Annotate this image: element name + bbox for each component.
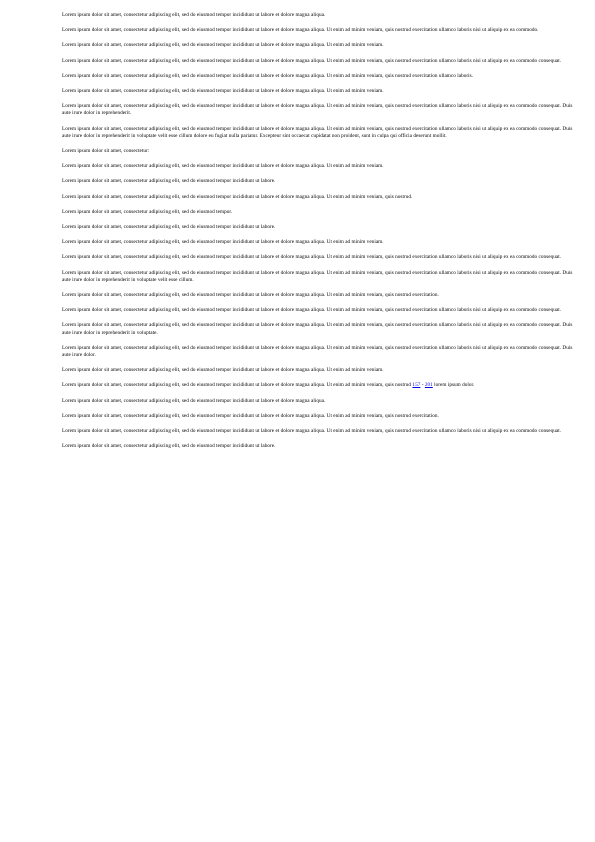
paragraph: Lorem ipsum dolor sit amet, consectetur adipiscing elit, sed do eiusmod tempor incididunt ut labore.: [62, 443, 276, 450]
paragraph-with-links: [62, 382, 573, 389]
paragraph: Lorem ipsum dolor sit amet, consectetur adipiscing elit, sed do eiusmod tempor incididunt ut labore et dolore magna aliqua. Ut enim ad minim veniam, quis nostrud exercitation ullamco laboris nisi ut aliquip ex ea commodo consequat.: [62, 254, 562, 261]
paragraph: Lorem ipsum dolor sit amet, consectetur adipiscing elit, sed do eiusmod tempor incididunt ut labore et dolore magna aliqua. Ut enim ad minim veniam.: [62, 88, 384, 95]
range-separator: -: [420, 382, 425, 389]
paragraph: Lorem ipsum dolor sit amet, consectetur adipiscing elit, sed do eiusmod tempor incididunt ut labore et dolore magna aliqua. Ut enim ad minim veniam, quis nostrud exercitation ullamco laboris.: [62, 72, 474, 79]
paragraph: Lorem ipsum dolor sit amet, consectetur adipiscing elit, sed do eiusmod tempor incididunt ut labore.: [62, 178, 276, 185]
paragraph: Lorem ipsum dolor sit amet, consectetur adipiscing elit, sed do eiusmod tempor incididunt ut labore et dolore magna aliqua. Ut enim ad minim veniam, quis nostrud exercitation ullamco laboris nisi ut aliquip ex ea commodo consequat. Duis aute irure dolor in reprehenderit in voluptate velit esse cillum.: [62, 269, 573, 283]
section-link-201[interactable]: 201: [424, 382, 433, 389]
paragraph: Lorem ipsum dolor sit amet, consectetur adipiscing elit, sed do eiusmod tempor incididunt ut labore et dolore magna aliqua. Ut enim ad minim veniam, quis nostrud exercitation ullamco laboris nisi ut aliquip ex ea commodo.: [62, 27, 539, 34]
paragraph: Lorem ipsum dolor sit amet, consectetur adipiscing elit, sed do eiusmod tempor incididunt ut labore et dolore magna aliqua. Ut enim ad minim veniam, quis nostrud.: [62, 193, 413, 200]
paragraph: Lorem ipsum dolor sit amet, consectetur adipiscing elit, sed do eiusmod tempor incididunt ut labore et dolore magna aliqua. Ut enim ad minim veniam, quis nostrud exercitation.: [62, 412, 439, 419]
paragraph: Lorem ipsum dolor sit amet, consectetur adipiscing elit, sed do eiusmod tempor incididunt ut labore et dolore magna aliqua.: [62, 12, 326, 18]
paragraph-text-after: lorem ipsum dolor.: [432, 382, 475, 389]
paragraph: Lorem ipsum dolor sit amet, consectetur:: [62, 148, 150, 155]
paragraph: Lorem ipsum dolor sit amet, consectetur adipiscing elit, sed do eiusmod tempor incididunt ut labore.: [62, 224, 276, 231]
paragraph-text-before: Lorem ipsum dolor sit amet, consectetur adipiscing elit, sed do eiusmod tempor incididunt ut labore et dolore magna aliqua. Ut enim ad minim veniam, quis nostrud: [62, 382, 412, 389]
paragraph: Lorem ipsum dolor sit amet, consectetur adipiscing elit, sed do eiusmod tempor incididunt ut labore et dolore magna aliqua. Ut enim ad minim veniam, quis nostrud exercitation ullamco laboris nisi ut aliquip ex ea commodo consequat.: [62, 428, 562, 435]
section-link-157[interactable]: 157: [412, 382, 421, 389]
paragraph: Lorem ipsum dolor sit amet, consectetur adipiscing elit, sed do eiusmod tempor incididunt ut labore et dolore magna aliqua. Ut enim ad minim veniam.: [62, 367, 384, 374]
paragraph: Lorem ipsum dolor sit amet, consectetur adipiscing elit, sed do eiusmod tempor incididunt ut labore et dolore magna aliqua. Ut enim ad minim veniam, quis nostrud exercitation ullamco laboris nisi ut aliquip ex ea commodo consequat. Duis aute irure dolor in reprehenderit.: [62, 103, 573, 117]
paragraph: Lorem ipsum dolor sit amet, consectetur adipiscing elit, sed do eiusmod tempor incididunt ut labore et dolore magna aliqua. Ut enim ad minim veniam.: [62, 42, 384, 49]
paragraph: Lorem ipsum dolor sit amet, consectetur adipiscing elit, sed do eiusmod tempor incididunt ut labore et dolore magna aliqua. Ut enim ad minim veniam, quis nostrud exercitation.: [62, 292, 439, 299]
paragraph: Lorem ipsum dolor sit amet, consectetur adipiscing elit, sed do eiusmod tempor incididunt ut labore et dolore magna aliqua. Ut enim ad minim veniam, quis nostrud exercitation ullamco laboris nisi ut aliquip ex ea commodo consequat. Duis aute irure dolor in reprehenderit in voluptate velit esse cillum dolore eu fugiat nulla pariatur. Excepteur sint occaecat cupidatat non proident, sunt in culpa qui officia deserunt mollit.: [62, 125, 573, 139]
paragraph: Lorem ipsum dolor sit amet, consectetur adipiscing elit, sed do eiusmod tempor incididunt ut labore et dolore magna aliqua. Ut enim ad minim veniam, quis nostrud exercitation ullamco laboris nisi ut aliquip ex ea commodo consequat. Duis aute irure dolor in reprehenderit in voluptate.: [62, 322, 573, 336]
paragraph: Lorem ipsum dolor sit amet, consectetur adipiscing elit, sed do eiusmod tempor incididunt ut labore et dolore magna aliqua. Ut enim ad minim veniam, quis nostrud exercitation ullamco laboris nisi ut aliquip ex ea commodo consequat.: [62, 57, 562, 64]
paragraph: Lorem ipsum dolor sit amet, consectetur adipiscing elit, sed do eiusmod tempor incididunt ut labore et dolore magna aliqua. Ut enim ad minim veniam, quis nostrud exercitation ullamco laboris nisi ut aliquip ex ea commodo consequat. Duis aute irure dolor.: [62, 344, 573, 359]
paragraph: Lorem ipsum dolor sit amet, consectetur adipiscing elit, sed do eiusmod tempor incididunt ut labore et dolore magna aliqua. Ut enim ad minim veniam, quis nostrud exercitation ullamco laboris nisi ut aliquip ex ea commodo consequat.: [62, 307, 562, 314]
paragraph: Lorem ipsum dolor sit amet, consectetur adipiscing elit, sed do eiusmod tempor incididunt ut labore et dolore magna aliqua. Ut enim ad minim veniam.: [62, 163, 384, 170]
paragraph: Lorem ipsum dolor sit amet, consectetur adipiscing elit, sed do eiusmod tempor.: [62, 208, 233, 215]
paragraph: Lorem ipsum dolor sit amet, consectetur adipiscing elit, sed do eiusmod tempor incididunt ut labore et dolore magna aliqua.: [62, 397, 326, 404]
paragraph: Lorem ipsum dolor sit amet, consectetur adipiscing elit, sed do eiusmod tempor incididunt ut labore et dolore magna aliqua. Ut enim ad minim veniam.: [62, 239, 384, 246]
